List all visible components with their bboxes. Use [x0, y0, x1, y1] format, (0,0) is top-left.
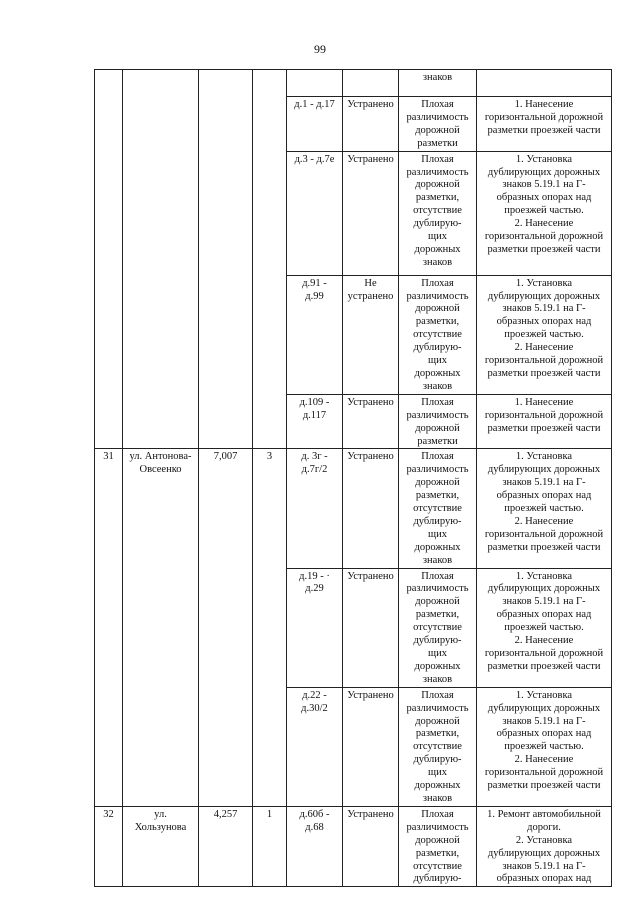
defect-cell-line: дорожных	[414, 541, 461, 553]
defect-cell-line: знаков	[422, 256, 453, 268]
status-cell	[343, 151, 399, 275]
measures-cell-line: 1. Нанесение	[514, 396, 574, 408]
defect-cell-line: разметки,	[415, 609, 460, 621]
measures-cell-line: образных опорах над	[496, 873, 592, 885]
road-length-cell	[199, 806, 253, 886]
section-cell-line: д.91 -	[302, 277, 327, 289]
measures-cell-line: горизонтальной дорожной	[484, 111, 604, 123]
section-count-cell-text: 1	[266, 808, 273, 820]
measures-cell	[477, 275, 612, 394]
road-length-cell	[199, 449, 253, 806]
section-cell	[287, 806, 343, 886]
defect-cell	[399, 97, 477, 152]
measures-cell-line: знаков 5.19.1 на Г-	[502, 477, 586, 489]
status-cell	[343, 568, 399, 687]
measures-cell-line: проезжей частью.	[504, 329, 584, 341]
measures-cell	[477, 687, 612, 806]
measures-cell-line: разметки проезжей части	[487, 660, 601, 672]
defect-cell-line: Плохая	[421, 808, 454, 820]
defect-cell	[399, 568, 477, 687]
section-cell	[287, 449, 343, 568]
defect-cell-line: дорожных	[414, 660, 461, 672]
section-cell-line: д.19 - ·	[299, 570, 330, 582]
measures-cell-line: образных опорах над	[496, 609, 592, 621]
measures-cell-line: горизонтальной дорожной	[484, 648, 604, 659]
status-cell	[343, 449, 399, 568]
status-cell	[343, 687, 399, 806]
road-defects-table	[94, 69, 612, 887]
street-name-cell-line: ул. Антонова-	[129, 451, 192, 463]
status-cell-line: устранено	[347, 290, 394, 302]
defect-cell-line: знаков	[422, 792, 453, 804]
defect-cell-line: разметки,	[415, 847, 460, 859]
defect-cell-line: дорожной	[415, 303, 460, 315]
status-cell-line: Устранено	[347, 153, 394, 165]
measures-cell-line: разметки проезжей части	[487, 124, 601, 136]
defect-cell-line: дорожной	[415, 715, 460, 727]
status-cell	[343, 394, 399, 449]
measures-cell-line: разметки проезжей части	[487, 780, 601, 792]
defect-cell	[399, 449, 477, 568]
measures-cell-line: проезжей частью.	[504, 205, 584, 217]
measures-cell-line: дублирующих дорожных	[487, 166, 601, 178]
measures-cell	[477, 151, 612, 275]
defect-cell-line: отсутствие	[413, 622, 462, 634]
defect-cell	[399, 275, 477, 394]
section-cell-line: д.109 -	[299, 396, 330, 408]
item-number-cell	[95, 70, 123, 449]
defect-cell-line: дорожных	[414, 780, 461, 792]
defect-cell-line: знаков	[422, 72, 453, 83]
measures-cell	[477, 70, 612, 97]
measures-cell-line: разметки проезжей части	[487, 422, 601, 434]
measures-cell	[477, 394, 612, 449]
section-cell	[287, 568, 343, 687]
road-length-cell	[199, 70, 253, 449]
defect-cell-line: дорожной	[415, 422, 460, 434]
measures-cell-line: образных опорах над	[496, 192, 592, 204]
measures-cell-line: 2. Нанесение	[514, 218, 574, 230]
measures-cell-line: 1. Установка	[515, 689, 573, 701]
defect-cell-line: различимость	[406, 290, 469, 302]
item-number-cell-text: 31	[103, 451, 114, 463]
defect-cell-line: разметки,	[415, 728, 460, 740]
status-cell	[343, 70, 399, 97]
status-cell-line: Устранено	[347, 99, 394, 110]
section-cell-line: д.99	[305, 290, 324, 302]
measures-cell-line: разметки проезжей части	[487, 243, 601, 255]
measures-cell-line: проезжей частью.	[504, 622, 584, 634]
status-cell	[343, 275, 399, 394]
defect-cell-line: дорожной	[415, 834, 460, 846]
item-number-cell	[95, 806, 123, 886]
measures-cell-line: дублирующих дорожных	[487, 583, 601, 595]
section-count-cell-text: 3	[266, 451, 273, 463]
measures-cell-line: горизонтальной дорожной	[484, 767, 604, 779]
page-number: 99	[314, 42, 326, 56]
section-cell-line: д.30/2	[301, 702, 328, 714]
road-length-cell-text: 4,257	[213, 808, 238, 820]
defect-cell-line: Плохая	[421, 570, 454, 582]
section-count-cell	[253, 449, 287, 806]
section-cell-line: д.60б -	[299, 808, 330, 820]
defect-cell-line: различимость	[406, 464, 469, 476]
section-cell	[287, 687, 343, 806]
defect-cell-line: различимость	[406, 702, 469, 714]
defect-cell-line: щих	[428, 648, 447, 659]
section-cell-line: д.29	[305, 583, 324, 595]
measures-cell-line: образных опорах над	[496, 728, 592, 740]
street-name-cell	[123, 70, 199, 449]
section-count-cell	[253, 806, 287, 886]
defect-cell-line: Плохая	[421, 153, 454, 165]
status-cell	[343, 806, 399, 886]
section-cell	[287, 70, 343, 97]
defect-cell	[399, 687, 477, 806]
status-cell-line: Не	[364, 277, 377, 289]
defect-cell-line: щих	[428, 528, 447, 540]
measures-cell-line: проезжей частью.	[504, 741, 584, 753]
defect-cell-line: дорожных	[414, 243, 461, 255]
measures-cell-line: 2. Нанесение	[514, 754, 574, 766]
measures-cell-line: 1. Установка	[515, 153, 573, 165]
section-cell-line: д.117	[302, 409, 327, 421]
section-cell	[287, 275, 343, 394]
status-cell	[343, 97, 399, 152]
measures-cell	[477, 97, 612, 152]
table-row	[95, 449, 612, 568]
defect-cell-line: дублирую-	[413, 873, 462, 885]
defect-cell-line: знаков	[422, 554, 453, 566]
defect-cell-line: различимость	[406, 111, 469, 123]
section-cell	[287, 97, 343, 152]
measures-cell-line: горизонтальной дорожной	[484, 528, 604, 540]
measures-cell	[477, 568, 612, 687]
defect-cell-line: знаков	[422, 380, 453, 392]
defect-cell-line: разметки,	[415, 192, 460, 204]
street-name-cell-line: Овсеенко	[139, 464, 182, 476]
measures-cell-line: знаков 5.19.1 на Г-	[502, 715, 586, 727]
status-cell-line: Устранено	[347, 396, 394, 408]
defect-cell-line: отсутствие	[413, 329, 462, 341]
section-cell-line: д.7г/2	[301, 464, 328, 476]
defect-cell-line: дублирую-	[413, 342, 462, 354]
measures-cell-line: горизонтальной дорожной	[484, 231, 604, 243]
defect-cell-line: Плохая	[421, 396, 454, 408]
defect-cell-line: различимость	[406, 409, 469, 421]
status-cell-line: Устранено	[347, 689, 394, 701]
defect-cell-line: разметки,	[415, 490, 460, 502]
defect-cell-line: дорожной	[415, 124, 460, 136]
street-name-cell-line: ул.	[154, 808, 167, 820]
measures-cell-line: дороги.	[527, 821, 561, 833]
measures-cell-line: 2. Установка	[515, 834, 573, 846]
table-row	[95, 806, 612, 886]
defect-cell-line: дублирую-	[413, 635, 462, 647]
measures-cell	[477, 806, 612, 886]
section-cell	[287, 151, 343, 275]
defect-cell-line: дорожной	[415, 596, 460, 608]
defect-cell	[399, 151, 477, 275]
defect-cell-line: дорожной	[415, 477, 460, 489]
defect-cell-line: дорожной	[415, 179, 460, 191]
measures-cell-line: горизонтальной дорожной	[484, 409, 604, 421]
section-count-cell	[253, 70, 287, 449]
item-number-cell-text: 32	[103, 808, 114, 820]
defect-cell-line: разметки,	[415, 316, 460, 328]
road-length-cell-text: 7,007	[213, 451, 238, 463]
measures-cell-line: дублирующих дорожных	[487, 290, 601, 302]
measures-cell-line: дублирующих дорожных	[487, 702, 601, 714]
defect-cell-line: разметки	[417, 137, 458, 149]
defect-cell-line: отсутствие	[413, 503, 462, 515]
measures-cell-line: 1. Установка	[515, 570, 573, 582]
measures-cell-line: проезжей частью.	[504, 503, 584, 515]
defect-cell-line: отсутствие	[413, 741, 462, 753]
defect-cell-line: Плохая	[421, 277, 454, 289]
item-number-cell	[95, 449, 123, 806]
defect-cell-line: различимость	[406, 166, 469, 178]
defect-cell-line: разметки	[417, 435, 458, 447]
measures-cell-line: знаков 5.19.1 на Г-	[502, 179, 586, 191]
measures-cell-line: 1. Ремонт автомобильной	[487, 808, 601, 820]
defect-cell-line: Плохая	[421, 451, 454, 463]
measures-cell	[477, 449, 612, 568]
defect-cell-line: щих	[428, 231, 447, 243]
measures-cell-line: дублирующих дорожных	[487, 464, 601, 476]
defect-cell-line: отсутствие	[413, 205, 462, 217]
section-cell-line: д.68	[305, 821, 324, 833]
measures-cell-line: 2. Нанесение	[514, 515, 574, 527]
measures-cell-line: разметки проезжей части	[487, 367, 601, 379]
defect-cell-line: различимость	[406, 821, 469, 833]
measures-cell-line: 1. Установка	[515, 451, 573, 463]
measures-cell-line: образных опорах над	[496, 316, 592, 328]
measures-cell-line: 2. Нанесение	[514, 635, 574, 647]
defect-cell-line: знаков	[422, 673, 453, 685]
measures-cell-line: образных опорах над	[496, 490, 592, 502]
measures-cell-line: разметки проезжей части	[487, 541, 601, 553]
defect-cell	[399, 394, 477, 449]
measures-cell-line: горизонтальной дорожной	[484, 355, 604, 367]
measures-cell-line: знаков 5.19.1 на Г-	[502, 860, 586, 872]
measures-cell-line: дублирующих дорожных	[487, 847, 601, 859]
section-cell-line: д.3 - д.7е	[294, 153, 335, 165]
status-cell-line: Устранено	[347, 808, 394, 820]
section-cell-line: д.1 - д.17	[294, 99, 335, 110]
defect-cell-line: дорожных	[414, 367, 461, 379]
street-name-cell	[123, 806, 199, 886]
status-cell-line: Устранено	[347, 570, 394, 582]
defect-cell	[399, 806, 477, 886]
section-cell-line: д.22 -	[302, 689, 327, 701]
defect-cell-line: дублирую-	[413, 754, 462, 766]
defect-cell-line: Плохая	[421, 689, 454, 701]
measures-cell-line: 2. Нанесение	[514, 342, 574, 354]
defect-cell-line: Плохая	[421, 99, 454, 110]
measures-cell-line: 1. Установка	[515, 277, 573, 289]
street-name-cell-line: Хользунова	[134, 821, 187, 833]
table-row	[95, 70, 612, 97]
status-cell-line: Устранено	[347, 451, 394, 463]
defect-cell-line: отсутствие	[413, 860, 462, 872]
defect-cell-line: щих	[428, 767, 447, 779]
section-cell	[287, 394, 343, 449]
defect-cell-line: щих	[428, 355, 447, 367]
defect-cell-line: дублирую-	[413, 515, 462, 527]
section-cell-line: д. 3г -	[301, 451, 328, 463]
measures-cell-line: знаков 5.19.1 на Г-	[502, 303, 586, 315]
defect-cell	[399, 70, 477, 97]
street-name-cell	[123, 449, 199, 806]
defect-cell-line: различимость	[406, 583, 469, 595]
measures-cell-line: знаков 5.19.1 на Г-	[502, 596, 586, 608]
defect-cell-line: дублирую-	[413, 218, 462, 230]
measures-cell-line: 1. Нанесение	[514, 99, 574, 110]
